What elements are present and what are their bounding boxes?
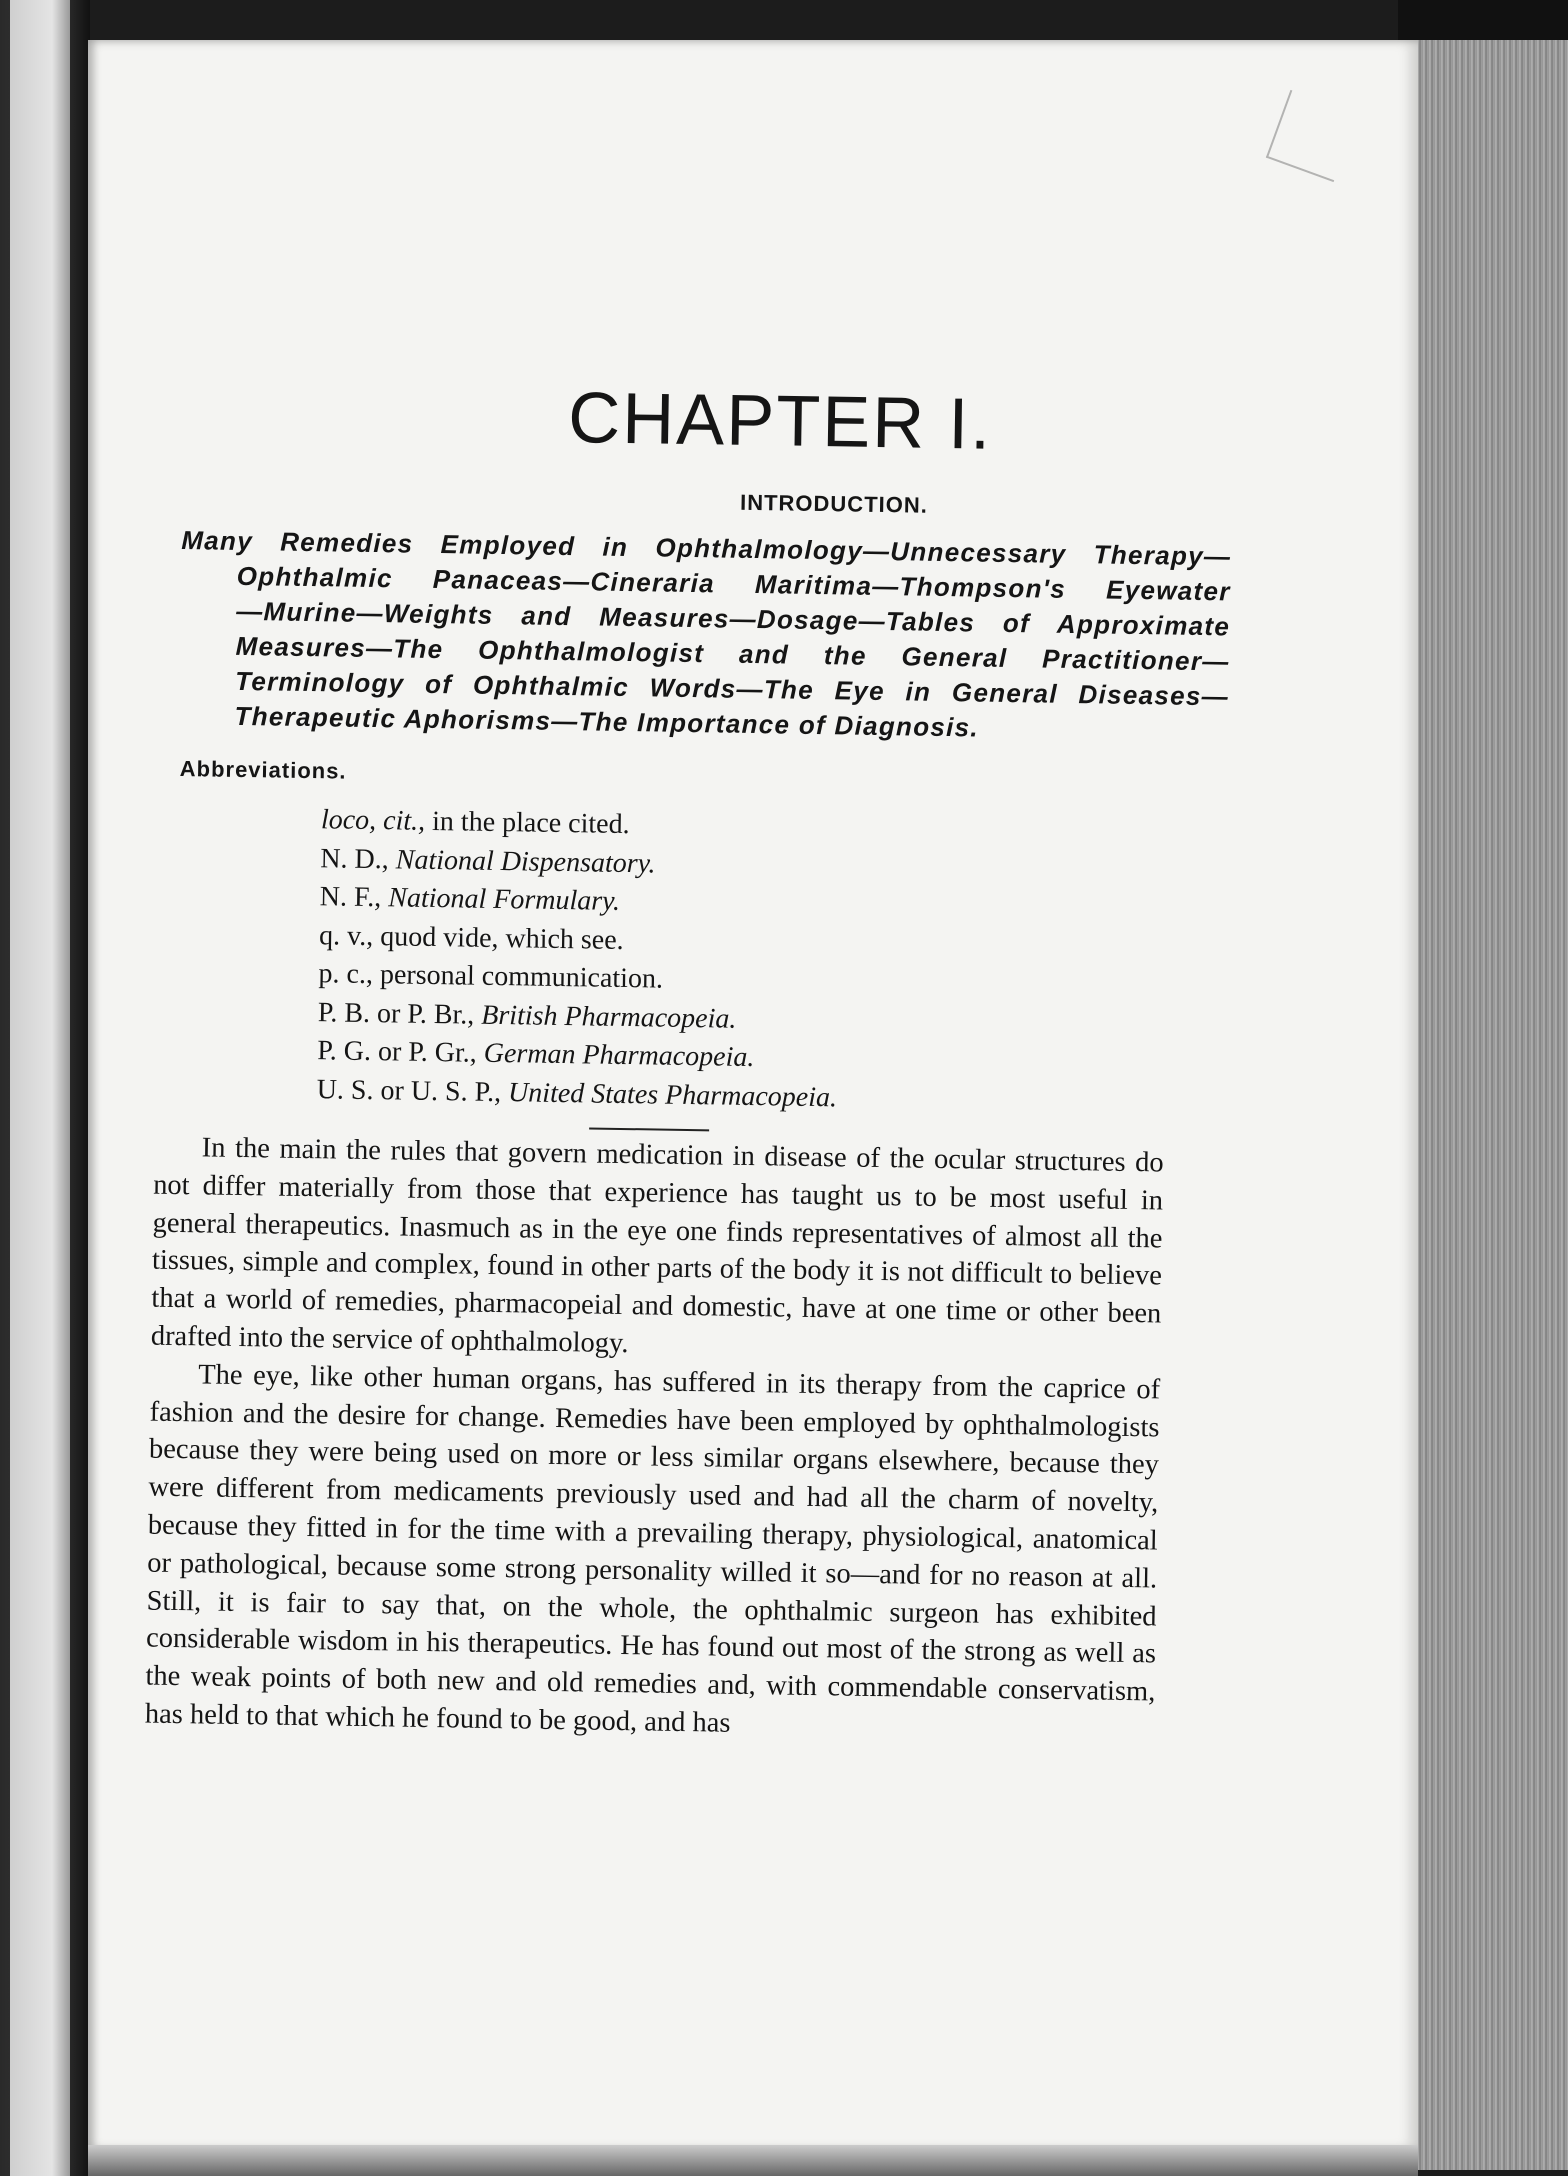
section-divider — [589, 1127, 709, 1131]
synopsis-line: Many Remedies Employed in Ophthalmology—Unnecessary Therapy— — [181, 524, 1232, 572]
abbreviation-meaning: National Dispensatory. — [395, 843, 656, 879]
body-text — [145, 1129, 1164, 1750]
abbreviation-term: N. F., — [319, 881, 389, 914]
abbreviation-meaning: German Pharmacopeia. — [483, 1037, 755, 1074]
left-page-edge — [10, 0, 70, 2176]
book-page — [88, 40, 1418, 2150]
section-title: INTRODUCTION. — [739, 489, 929, 518]
synopsis-line: Terminology of Ophthalmic Words—The Eye in General Diseases— — [234, 665, 1230, 712]
paragraph: The eye, like other human organs, has suffered in its therapy from the caprice of fashion and the desire for change. Remedies have been employed by ophthalmologists because they were being used on more or less similar organs elsewhere, because they were different from medicaments previously used and had all the charm of novelty, because they fitted in for the time with a prevailing therapy, physiological, anatomical or pathological, because some strong personality willed it so—and for no reason at all. Still, it is fair to say that, on the whole, the ophthalmic surgeon has exhibited considerable wisdom in his therapeutics. He has found out most of the strong as well as the weak points of both new and old remedies and, with commendable conservatism, has held to that which he found to be good, and has — [144, 1359, 1161, 1739]
synopsis-line: Therapeutic Aphorisms—The Importance of Diagnosis. — [234, 700, 980, 743]
abbreviation-term: loco, cit., — [320, 804, 426, 837]
synopsis-line: —Murine—Weights and Measures—Dosage—Tables of Approximate — [235, 595, 1231, 642]
page-content — [68, 30, 1431, 2161]
abbreviation-meaning: National Formulary. — [388, 882, 621, 917]
abbreviation-term: U. S. or U. S. P., — [316, 1073, 509, 1108]
abbreviation-meaning: United States Pharmacopeia. — [507, 1076, 838, 1113]
abbreviations-heading: Abbreviations. — [179, 755, 347, 784]
abbreviation-meaning: in the place cited. — [424, 805, 630, 841]
abbreviation-item — [316, 1071, 837, 1118]
chapter-title: CHAPTER I. — [567, 378, 993, 465]
page-bottom-edge — [88, 2145, 1418, 2176]
synopsis-line: Ophthalmic Panaceas—Cineraria Maritima—Thompson's Eyewater — [236, 560, 1231, 607]
abbreviation-term: N. D., — [320, 842, 397, 875]
abbreviations-list — [316, 801, 841, 1117]
abbreviation-term: P. G. or P. Gr., — [317, 1035, 485, 1069]
chapter-synopsis — [178, 523, 1231, 749]
abbreviation-meaning: personal communication. — [379, 959, 664, 995]
synopsis-line: Measures—The Ophthalmologist and the General Practitioner— — [235, 630, 1230, 677]
paragraph: In the main the rules that govern medication in disease of the ocular structures do not differ materially from those that experience has taught us to be most useful in general therapeutics. Inasmuch as in the eye one finds representatives of almost all the tissues, simple and complex, found in other parts of the body it is not difficult to believe that a world of remedies, pharmacopeial and domestic, have at one time or other been drafted into the service of ophthalmology. — [150, 1132, 1164, 1360]
abbreviation-meaning: British Pharmacopeia. — [481, 999, 737, 1035]
abbreviation-term: q. v., — [318, 919, 381, 952]
abbreviation-term: P. B. or P. Br., — [317, 996, 482, 1031]
abbreviation-term: p. c., — [318, 958, 381, 991]
abbreviation-meaning: quod vide, which see. — [380, 920, 624, 956]
